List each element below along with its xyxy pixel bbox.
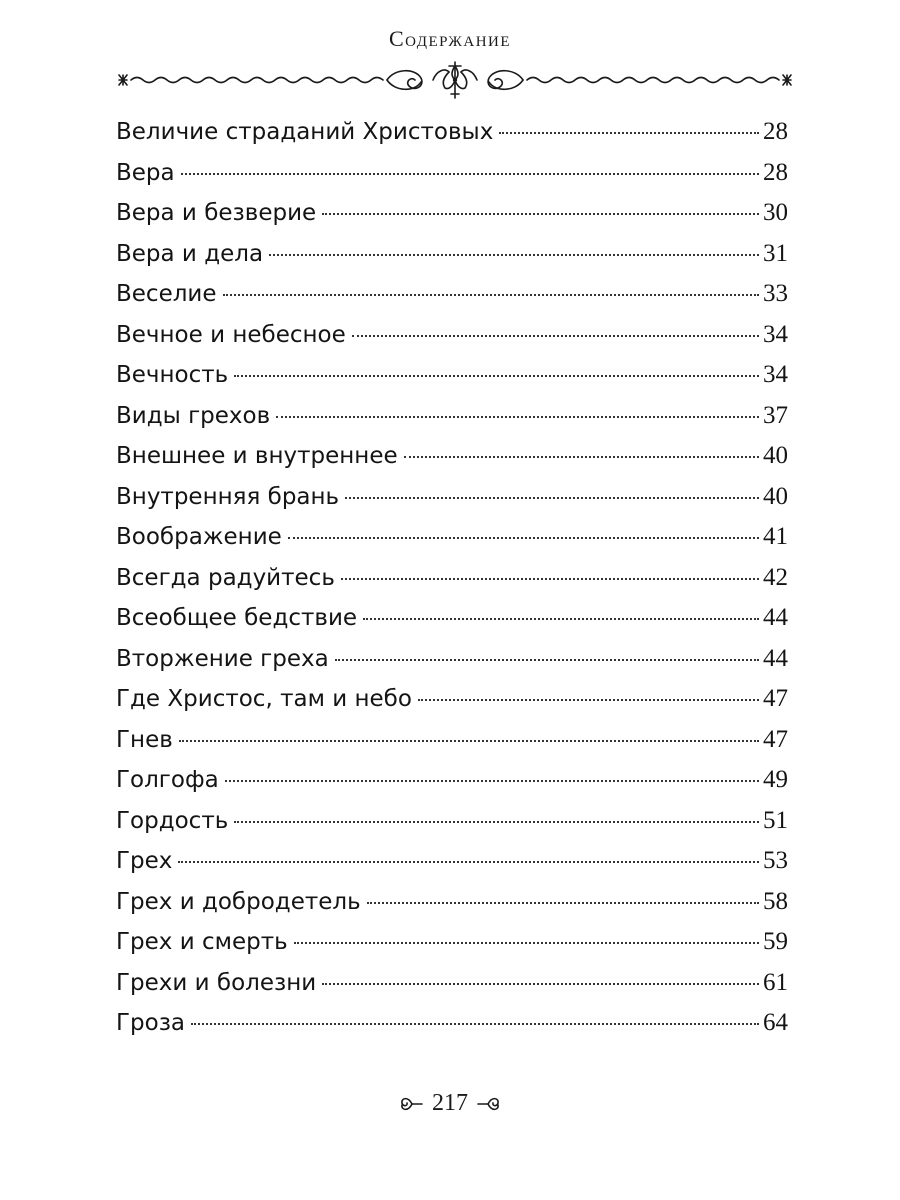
toc-entry	[116, 645, 788, 686]
toc-entry-title: Вера	[116, 159, 175, 186]
dot-leader	[178, 861, 759, 863]
toc-entry-page: 28	[763, 118, 788, 145]
dot-leader	[294, 942, 759, 944]
toc-entry-title: Вера и безверие	[116, 200, 317, 226]
dot-leader	[234, 821, 759, 823]
toc-entry	[116, 199, 788, 240]
toc-entry-page: 61	[763, 968, 788, 996]
toc-entry	[116, 240, 788, 281]
toc-entry	[116, 888, 788, 929]
page-title: Содержание	[388, 26, 512, 51]
toc-entry-title: Веселие	[116, 281, 217, 307]
dot-leader	[225, 780, 759, 782]
toc-entry	[116, 321, 788, 362]
toc-entry-title: Вечное и небесное	[116, 321, 346, 348]
toc-entry-page: 30	[763, 199, 788, 226]
page-number: 217	[432, 1090, 468, 1116]
toc-entry-page: 64	[763, 1009, 788, 1036]
toc-entry	[116, 361, 788, 402]
toc-entry-page: 33	[763, 280, 788, 307]
toc-entry-title: Где Христос, там и небо	[116, 686, 412, 712]
dot-leader	[335, 659, 759, 661]
toc-entry-page: 41	[763, 523, 788, 550]
toc-entry-title: Воображение	[116, 524, 282, 550]
toc-entry-page: 47	[763, 685, 788, 712]
toc-entry-title: Внешнее и внутреннее	[116, 443, 398, 469]
toc-entry	[116, 1009, 788, 1050]
toc-entry-title: Вера и дела	[116, 240, 264, 267]
toc-entry-page: 31	[763, 239, 788, 267]
table-of-contents	[116, 118, 788, 1050]
toc-entry-page: 28	[763, 158, 788, 186]
toc-entry-title: Гнев	[116, 726, 173, 753]
dot-leader	[367, 902, 759, 904]
toc-entry	[116, 928, 788, 969]
toc-entry-title: Величие страданий Христовых	[116, 119, 494, 145]
dot-leader	[288, 537, 759, 539]
toc-entry-page: 44	[763, 644, 788, 672]
toc-entry	[116, 685, 788, 726]
toc-entry-title: Вечность	[116, 362, 229, 388]
toc-entry-title: Гроза	[116, 1010, 186, 1036]
page-footer	[0, 1090, 900, 1117]
toc-entry	[116, 483, 788, 524]
toc-entry-title: Гордость	[116, 807, 229, 834]
toc-entry-page: 34	[763, 361, 788, 388]
dot-leader	[345, 497, 759, 499]
dot-leader	[234, 375, 759, 377]
dot-leader	[223, 294, 759, 296]
toc-entry	[116, 766, 788, 807]
toc-entry	[116, 847, 788, 888]
toc-entry-title: Всеобщее бедствие	[116, 605, 358, 631]
dot-leader	[322, 983, 759, 985]
toc-entry-title: Внутренняя брань	[116, 483, 340, 510]
dot-leader	[191, 1023, 759, 1025]
toc-entry-page: 40	[763, 442, 788, 469]
toc-entry-page: 53	[763, 847, 788, 874]
toc-entry	[116, 726, 788, 767]
toc-entry-title: Грех и смерть	[116, 929, 288, 955]
toc-entry-title: Голгофа	[116, 767, 219, 793]
toc-entry-title: Всегда радуйтесь	[116, 564, 335, 591]
toc-entry-title: Виды грехов	[116, 402, 271, 429]
scroll-ornament-icon	[476, 1092, 502, 1116]
dot-leader	[352, 335, 759, 337]
dot-leader	[181, 173, 759, 175]
toc-entry-page: 44	[763, 604, 788, 631]
toc-entry-title: Грехи и болезни	[116, 969, 317, 996]
dot-leader	[499, 132, 759, 134]
toc-entry-page: 49	[763, 766, 788, 793]
toc-entry	[116, 402, 788, 443]
dot-leader	[404, 456, 759, 458]
toc-entry-page: 34	[763, 320, 788, 348]
header-ornament-icon	[115, 58, 795, 102]
toc-entry-title: Вторжение греха	[116, 645, 329, 672]
toc-entry-page: 58	[763, 887, 788, 915]
scroll-ornament-icon	[398, 1092, 424, 1116]
toc-entry	[116, 523, 788, 564]
toc-entry-title: Грех	[116, 848, 173, 874]
toc-entry	[116, 280, 788, 321]
dot-leader	[276, 416, 759, 418]
toc-entry-page: 51	[763, 806, 788, 834]
toc-entry	[116, 159, 788, 200]
dot-leader	[341, 578, 759, 580]
dot-leader	[418, 699, 759, 701]
toc-entry	[116, 564, 788, 605]
toc-entry	[116, 807, 788, 848]
dot-leader	[322, 213, 759, 215]
toc-entry	[116, 442, 788, 483]
dot-leader	[179, 740, 759, 742]
toc-entry-page: 40	[763, 482, 788, 510]
toc-entry-page: 42	[763, 563, 788, 591]
dot-leader	[269, 254, 759, 256]
toc-entry-page: 47	[763, 725, 788, 753]
toc-entry	[116, 604, 788, 645]
dot-leader	[363, 618, 759, 620]
toc-entry-page: 37	[763, 401, 788, 429]
toc-entry-page: 59	[763, 928, 788, 955]
toc-entry	[116, 969, 788, 1010]
toc-entry-title: Грех и добродетель	[116, 888, 361, 915]
toc-entry	[116, 118, 788, 159]
